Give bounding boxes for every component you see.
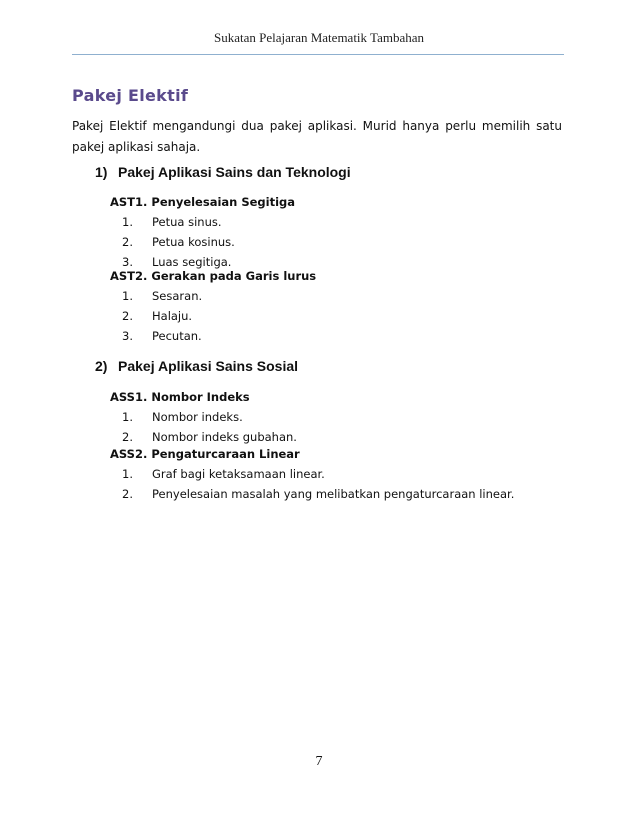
list-item-text: Halaju.: [152, 309, 193, 323]
module-title: AST2. Gerakan pada Garis lurus: [110, 269, 317, 283]
module-title: ASS2. Pengaturcaraan Linear: [110, 447, 300, 461]
list-item-text: Nombor indeks.: [152, 410, 243, 424]
list-item-number: 2.: [122, 430, 133, 444]
list-item: [110, 326, 316, 346]
package-title: Pakej Aplikasi Sains Sosial: [118, 358, 299, 374]
module-ast2: [110, 266, 316, 346]
module-ass1: [110, 387, 297, 447]
list-item: [110, 484, 514, 504]
package-heading-sains-sosial: [95, 358, 298, 374]
module-ast1: [110, 192, 295, 272]
list-item: [110, 306, 316, 326]
intro-paragraph: Pakej Elektif mengandungi dua pakej aplikasi. Murid hanya perlu memilih satu pakej aplikasi sahaja.: [72, 119, 562, 154]
list-item: [110, 212, 295, 232]
list-item-number: 2.: [122, 309, 133, 323]
module-title: AST1. Penyelesaian Segitiga: [110, 195, 296, 209]
list-item-number: 1.: [122, 215, 133, 229]
section-heading: Pakej Elektif: [72, 86, 189, 105]
list-item-number: 2.: [122, 487, 133, 501]
running-header: Sukatan Pelajaran Matematik Tambahan: [213, 30, 425, 45]
list-item: [110, 286, 316, 306]
list-item-text: Graf bagi ketaksamaan linear.: [152, 467, 325, 481]
module-item-list: [110, 212, 295, 272]
list-item: [110, 464, 514, 484]
module-item-list: [110, 407, 297, 447]
list-item-text: Luas segitiga.: [152, 255, 232, 269]
list-item-text: Pecutan.: [152, 329, 202, 343]
module-ass2: [110, 444, 514, 504]
module-title: ASS1. Nombor Indeks: [110, 390, 250, 404]
package-heading-sains-teknologi: [95, 164, 351, 180]
list-item-text: Nombor indeks gubahan.: [152, 430, 297, 444]
list-item: [110, 407, 297, 427]
list-item-number: 2.: [122, 235, 133, 249]
package-title: Pakej Aplikasi Sains dan Teknologi: [118, 164, 351, 180]
list-item-number: 1.: [122, 467, 133, 481]
module-item-list: [110, 286, 316, 346]
list-item-number: 1.: [122, 410, 133, 424]
list-item-text: Penyelesaian masalah yang melibatkan pengaturcaraan linear.: [152, 487, 515, 501]
list-item-text: Petua sinus.: [152, 215, 222, 229]
module-item-list: [110, 464, 514, 504]
list-item-text: Sesaran.: [152, 289, 203, 303]
list-item: [110, 232, 295, 252]
page-number: 7: [315, 754, 323, 769]
package-number: 2): [95, 358, 108, 374]
package-number: 1): [95, 164, 108, 180]
list-item-number: 3.: [122, 255, 133, 269]
list-item-text: Petua kosinus.: [152, 235, 235, 249]
header-divider: [72, 54, 564, 55]
list-item-number: 3.: [122, 329, 133, 343]
list-item-number: 1.: [122, 289, 133, 303]
